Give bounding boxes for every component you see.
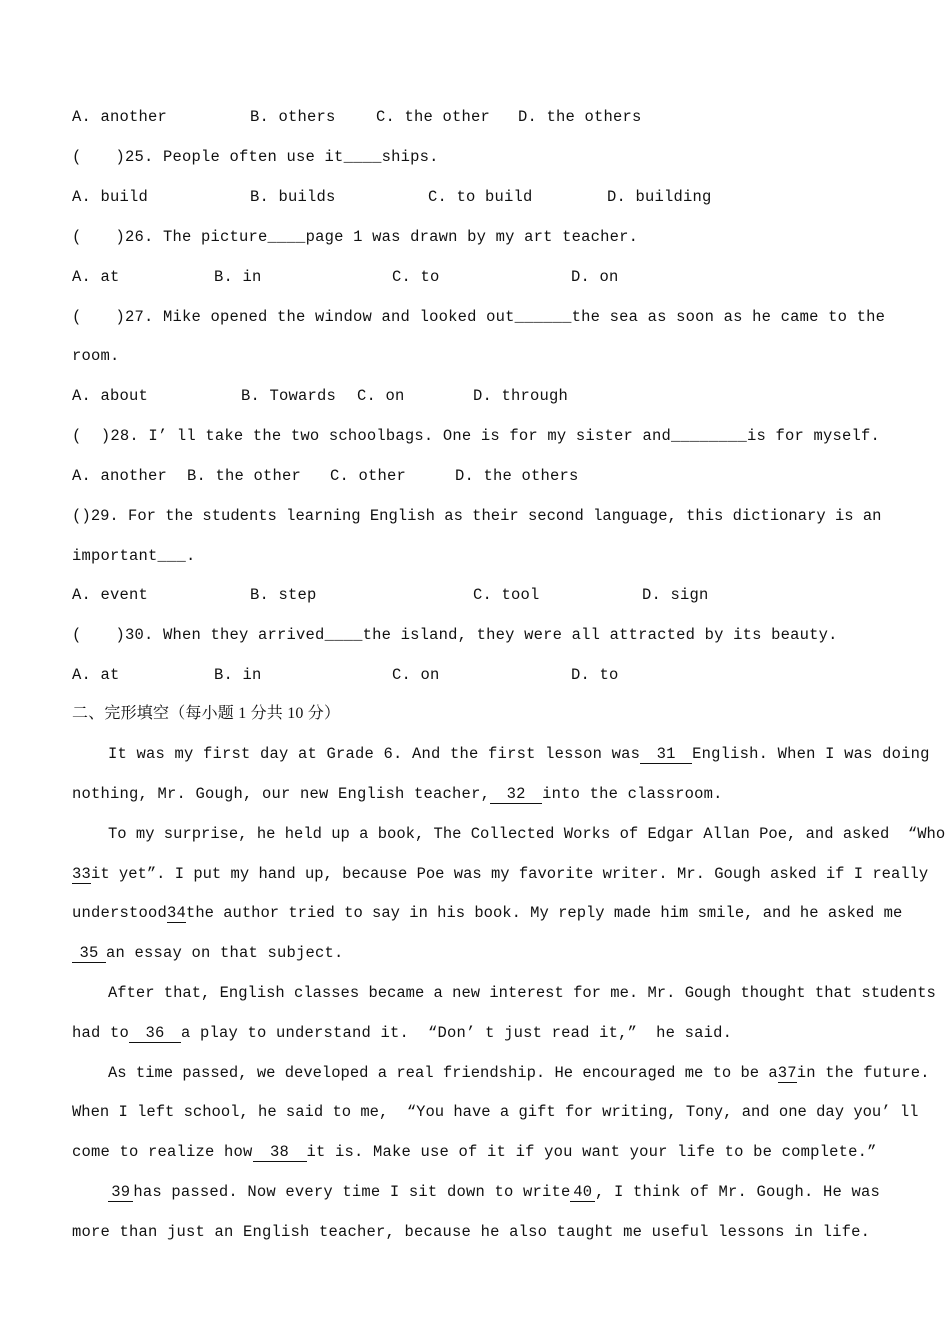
passage-p1-line1: [72, 742, 930, 766]
q27-prefix: )27. Mike opened the window and looked out: [115, 308, 515, 326]
q25-option-a: A. build: [72, 188, 149, 206]
passage-p5-line1: [72, 1180, 880, 1204]
q28-paren: (: [72, 427, 82, 445]
q27-continuation: [72, 344, 880, 368]
q26-blank: ____: [267, 228, 306, 246]
passage-p3-l2-a: had to: [72, 1024, 130, 1042]
q28-option-b: B. the other: [187, 467, 302, 485]
passage-p2-l2-b: it yet”. I put my hand up, because Poe was my favorite writer. Mr. Gough asked if I really: [91, 865, 929, 883]
q29-continuation: [72, 544, 880, 568]
blank-38: 38: [253, 1143, 307, 1162]
passage-p4-line3: [72, 1140, 880, 1164]
q27-option-d: D. through: [473, 387, 569, 405]
blank-36: 36: [129, 1024, 181, 1043]
passage-p4-line2: [72, 1100, 919, 1124]
q27-option-b: B. Towards: [241, 387, 337, 405]
q26-option-a: A. at: [72, 268, 120, 286]
q25-prefix: )25. People often use it: [115, 148, 344, 166]
q29-option-d: D. sign: [642, 586, 709, 604]
q29-line1: )29. For the students learning English as their second language, this dictionary is an: [81, 507, 882, 525]
q30-suffix: the island, they were all attracted by its beauty.: [362, 626, 838, 644]
q25-blank: ____: [343, 148, 382, 166]
passage-p1-l1-b: English. When I was doing: [692, 745, 930, 763]
section2-heading: [72, 702, 880, 726]
blank-37: 37: [777, 1063, 797, 1082]
q25-stem: [72, 145, 880, 169]
q29-paren: (: [72, 507, 82, 525]
q26-stem: [72, 225, 880, 249]
passage-p1-line2: [72, 782, 880, 806]
blank-31: 31: [640, 745, 692, 764]
q28-option-c: C. other: [330, 467, 407, 485]
q29-suffix2: .: [186, 547, 196, 565]
passage-p2-line1: [72, 822, 946, 846]
q28-option-d: D. the others: [455, 467, 579, 485]
q25-suffix: ships.: [381, 148, 439, 166]
blank-40: 40: [570, 1183, 594, 1202]
passage-p3-l2-b: a play to understand it. “Don’ t just read it,” he said.: [181, 1024, 733, 1042]
q29-prefix2: important: [72, 547, 158, 565]
q27-paren: (: [72, 308, 82, 326]
passage-p5-l2: more than just an English teacher, because he also taught me useful lessons in life.: [72, 1223, 871, 1241]
q24-option-c: C. the other: [376, 108, 491, 126]
passage-p5-l1-b: , I think of Mr. Gough. He was: [594, 1183, 880, 1201]
passage-p3-line2: [72, 1021, 880, 1045]
q30-option-a: A. at: [72, 666, 120, 684]
blank-35: 35: [72, 944, 106, 963]
q29-option-a: A. event: [72, 586, 149, 604]
q27-option-c: C. on: [357, 387, 405, 405]
passage-p2-line2: [72, 862, 929, 886]
q29-option-b: B. step: [250, 586, 317, 604]
q28-suffix: is for myself.: [746, 427, 880, 445]
q30-option-c: C. on: [392, 666, 440, 684]
q30-stem: [72, 623, 880, 647]
passage-p3-l1: After that, English classes became a new interest for me. Mr. Gough thought that students: [108, 984, 936, 1002]
q30-option-b: B. in: [214, 666, 262, 684]
q26-option-b: B. in: [214, 268, 262, 286]
q27-suffix: the sea as soon as he came to the: [571, 308, 886, 326]
passage-p1-l2-b: into the classroom.: [542, 785, 723, 803]
section2-heading-text: 二、完形填空（每小题 1 分共 10 分）: [72, 705, 341, 722]
passage-p2-line4: [72, 941, 880, 965]
passage-p4-l1-a: As time passed, we developed a real friendship. He encouraged me to be a: [108, 1064, 778, 1082]
q25-option-c: C. to build: [428, 188, 533, 206]
passage-p4-l3-a: come to realize how: [72, 1143, 253, 1161]
passage-p3-line1: [72, 981, 936, 1005]
q27-stem: [72, 305, 886, 329]
q26-option-c: C. to: [392, 268, 440, 286]
q24-option-b: B. others: [250, 108, 336, 126]
q30-paren: (: [72, 626, 82, 644]
q24-options: [72, 105, 880, 129]
passage-p5-line2: [72, 1220, 880, 1244]
q27-options: [72, 384, 880, 408]
q28-blank: ________: [670, 427, 747, 445]
q27-option-a: A. about: [72, 387, 149, 405]
passage-p1-l2-a: nothing, Mr. Gough, our new English teacher,: [72, 785, 491, 803]
q30-prefix: )30. When they arrived: [115, 626, 325, 644]
q27-cont: room.: [72, 347, 120, 365]
passage-p2-l3-a: understood: [72, 904, 168, 922]
q25-options: [72, 185, 880, 209]
passage-p1-l1-a: It was my first day at Grade 6. And the first lesson was: [108, 745, 641, 763]
blank-34: 34: [167, 903, 187, 922]
blank-33: 33: [72, 864, 92, 883]
q25-option-d: D. building: [607, 188, 712, 206]
q28-stem: [72, 424, 880, 448]
q26-option-d: D. on: [571, 268, 619, 286]
q26-paren: (: [72, 228, 82, 246]
q29-option-c: C. tool: [473, 586, 540, 604]
q29-stem: [72, 504, 880, 528]
passage-p4-line1: [72, 1061, 930, 1085]
q24-option-d: D. the others: [518, 108, 642, 126]
q26-options: [72, 265, 880, 289]
q25-paren: (: [72, 148, 82, 166]
passage-p4-l3-b: it is. Make use of it if you want your life to be complete.”: [306, 1143, 877, 1161]
q28-options: [72, 464, 880, 488]
q30-blank: ____: [324, 626, 363, 644]
passage-p2-l3-b: the author tried to say in his book. My reply made him smile, and he asked me: [186, 904, 903, 922]
q27-blank: ______: [514, 308, 572, 326]
passage-p2-l1: To my surprise, he held up a book, The Collected Works of Edgar Allan Poe, and asked “Who: [108, 825, 946, 843]
blank-32: 32: [490, 785, 542, 804]
q29-blank: ___: [157, 547, 187, 565]
q28-prefix: )28. I’ ll take the two schoolbags. One is for my sister and: [100, 427, 671, 445]
q28-option-a: A. another: [72, 467, 168, 485]
q26-suffix: page 1 was drawn by my art teacher.: [305, 228, 639, 246]
q24-option-a: A. another: [72, 108, 168, 126]
q25-option-b: B. builds: [250, 188, 336, 206]
passage-p2-l4-b: an essay on that subject.: [106, 944, 344, 962]
passage-p2-line3: [72, 901, 903, 925]
q26-prefix: )26. The picture: [115, 228, 268, 246]
passage-p4-l1-b: in the future.: [796, 1064, 930, 1082]
q29-options: [72, 583, 880, 607]
passage-p5-l1-a: has passed. Now every time I sit down to write: [133, 1183, 571, 1201]
q30-options: [72, 663, 880, 687]
passage-p4-l2: When I left school, he said to me, “You have a gift for writing, Tony, and one day you’ ll: [72, 1103, 919, 1121]
q30-option-d: D. to: [571, 666, 619, 684]
blank-39: 39: [108, 1183, 133, 1202]
